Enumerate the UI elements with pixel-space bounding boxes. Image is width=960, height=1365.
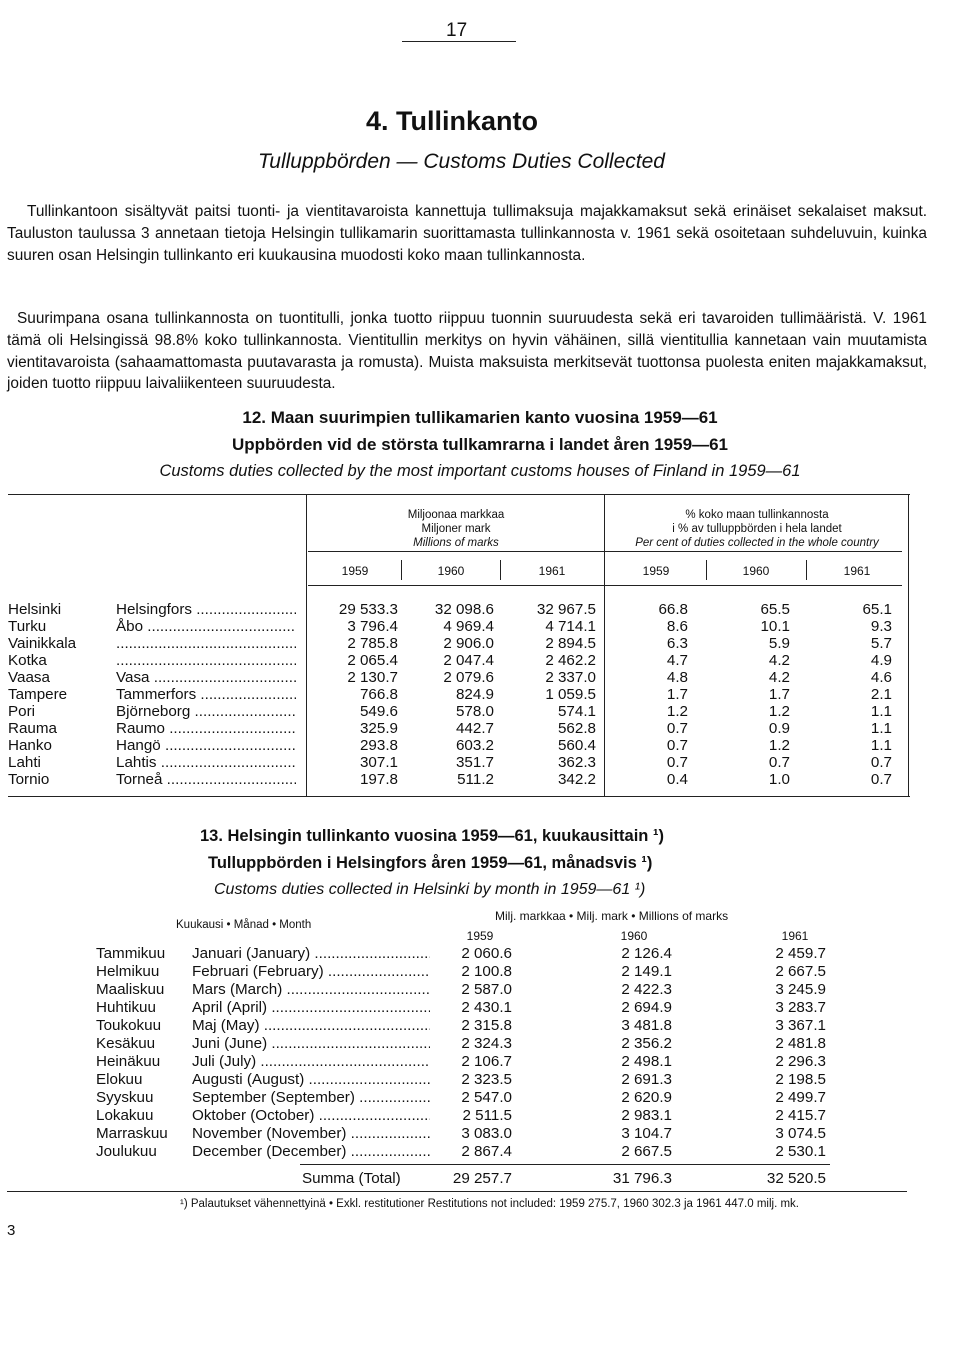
city-fi: Tampere [8, 686, 68, 703]
city-sv: Helsingfors ..... [116, 601, 296, 618]
header-millions-fi: Miljoonaa markkaa [407, 509, 505, 521]
cell-m1960: 4 969.4 [443, 618, 494, 635]
table-row [0, 999, 960, 1017]
month-sv: Juli (July) ..... [192, 1053, 430, 1071]
city-sv: Torneå ..... [116, 771, 296, 788]
month-fi: Helmikuu [96, 963, 160, 980]
table12-header-millions [310, 508, 602, 550]
table-row [0, 737, 960, 754]
cell-p1959: 4.8 [666, 669, 688, 686]
cell-p1959: 8.6 [666, 618, 688, 635]
city-sv: Hangö ..... [116, 737, 296, 754]
month-fi: Maaliskuu [96, 981, 165, 998]
table-row [0, 703, 960, 720]
cell-p1961: 1.1 [870, 737, 892, 754]
city-fi: Rauma [8, 720, 57, 737]
cell-p1961: 2.1 [870, 686, 892, 703]
month-sv: Mars (March) ..... [192, 981, 430, 999]
cell-p1960: 65.5 [760, 601, 790, 618]
cell-1960: 2 422.3 [621, 981, 672, 998]
cell-m1960: 2 079.6 [443, 669, 494, 686]
cell-1959: 2 315.8 [461, 1017, 512, 1034]
year-header: 1960 [620, 929, 648, 943]
cell-1959: 2 324.3 [461, 1035, 512, 1052]
cell-1959: 2 060.6 [461, 945, 512, 962]
month-sv: November (November) ..... [192, 1125, 430, 1143]
month-fi: Heinäkuu [96, 1053, 161, 1070]
cell-1960: 2 149.1 [621, 963, 672, 980]
month-sv: December (December) ..... [192, 1143, 430, 1161]
table13-month-header: Kuukausi • Månad • Month [176, 919, 312, 931]
table-row [0, 771, 960, 788]
month-sv: Juni (June) ..... [192, 1035, 430, 1053]
table-row [0, 1125, 960, 1143]
cell-p1959: 66.8 [658, 601, 688, 618]
month-sv: Oktober (October) ..... [192, 1107, 430, 1125]
cell-m1960: 578.0 [455, 703, 494, 720]
header-pct-sv: i % av tulluppbörden i hela landet [672, 523, 842, 535]
table-row [0, 1143, 960, 1161]
table-row [0, 945, 960, 963]
table12-year-rule [308, 585, 902, 586]
cell-p1960: 0.9 [768, 720, 790, 737]
cell-m1961: 2 894.5 [545, 635, 596, 652]
cell-m1961: 32 967.5 [536, 601, 596, 618]
cell-1959: 2 511.5 [462, 1107, 512, 1124]
cell-m1961: 560.4 [557, 737, 596, 754]
cell-m1960: 2 047.4 [443, 652, 494, 669]
cell-p1959: 0.7 [666, 720, 688, 737]
year-header: 1961 [843, 564, 871, 578]
cell-m1959: 549.6 [359, 703, 398, 720]
month-sv: Augusti (August) ..... [192, 1071, 430, 1089]
month-fi: Kesäkuu [96, 1035, 156, 1052]
cell-p1961: 4.9 [870, 652, 892, 669]
cell-m1960: 351.7 [455, 754, 494, 771]
cell-1959: 3 083.0 [461, 1125, 512, 1142]
table13-unit-header: Milj. markkaa • Milj. mark • Millions of marks [495, 909, 729, 923]
month-fi: Lokakuu [96, 1107, 154, 1124]
cell-m1961: 562.8 [557, 720, 596, 737]
cell-p1960: 0.7 [768, 754, 790, 771]
cell-1960: 2 691.3 [621, 1071, 672, 1088]
cell-p1959: 4.7 [666, 652, 688, 669]
table-row [0, 754, 960, 771]
table12-caption-fi: 12. Maan suurimpien tullikamarien kanto vuosina 1959—61 [242, 408, 718, 427]
table13-caption-sv: Tulluppbörden i Helsingfors åren 1959—61, månadsvis ¹) [208, 854, 653, 872]
month-sv: April (April) ..... [192, 999, 430, 1017]
year-header: 1959 [341, 564, 369, 578]
cell-m1960: 603.2 [455, 737, 494, 754]
cell-1959: 2 547.0 [461, 1089, 512, 1106]
city-sv: Raumo ..... [116, 720, 296, 737]
cell-m1960: 2 906.0 [443, 635, 494, 652]
intro-paragraph-1: Tullinkantoon sisältyvät paitsi tuonti- ja vientitavaroista kannettuja tullimaksuja majakkamaksut sekä erinäiset sekalaiset maksut. Tauluston taulussa 3 annetaan tietoja Helsingin tullikamarin suorittamasta tullinkannosta v. 1961 sekä osoitetaan suhdeluvuin, kuinka suuren osan Helsingin tullinkanto eri kuukausina muodosti koko maan tullinkannosta. [7, 203, 927, 264]
table12-header-percent [608, 508, 906, 550]
cell-1960: 3 481.8 [621, 1017, 672, 1034]
cell-m1959: 3 796.4 [347, 618, 398, 635]
table-row [0, 635, 960, 652]
chapter-subtitle: Tulluppbörden — Customs Duties Collected [258, 150, 665, 173]
cell-m1960: 511.2 [457, 771, 494, 788]
city-sv [116, 652, 296, 669]
cell-1959: 2 323.5 [461, 1071, 512, 1088]
cell-p1959: 1.7 [666, 686, 688, 703]
cell-m1959: 766.8 [359, 686, 398, 703]
cell-1961: 2 459.7 [775, 945, 826, 962]
cell-1961: 3 074.5 [775, 1125, 826, 1142]
month-fi: Huhtikuu [96, 999, 156, 1016]
cell-m1959: 2 785.8 [347, 635, 398, 652]
cell-p1960: 4.2 [768, 652, 790, 669]
cell-1960: 2 694.9 [621, 999, 672, 1016]
header-millions-sv: Miljoner mark [421, 523, 491, 535]
table12-top-rule [8, 494, 910, 495]
cell-1961: 2 296.3 [775, 1053, 826, 1070]
cell-1961: 2 481.8 [775, 1035, 826, 1052]
month-fi: Tammikuu [96, 945, 166, 962]
cell-1960: 2 620.9 [621, 1089, 672, 1106]
cell-p1959: 0.4 [666, 771, 688, 788]
city-fi: Helsinki [8, 601, 62, 618]
cell-p1961: 4.6 [870, 669, 892, 686]
total-1960: 31 796.3 [612, 1170, 672, 1187]
city-fi: Lahti [8, 754, 41, 771]
chapter-title: 4. Tullinkanto [366, 106, 539, 136]
cell-1961: 3 283.7 [775, 999, 826, 1016]
cell-m1961: 2 337.0 [545, 669, 596, 686]
city-fi: Turku [8, 618, 47, 635]
cell-p1960: 10.1 [760, 618, 790, 635]
cell-p1960: 1.0 [768, 771, 790, 788]
cell-1959: 2 867.4 [461, 1143, 512, 1160]
table-row [0, 720, 960, 737]
city-fi: Vainikkala [8, 635, 77, 652]
cell-1959: 2 100.8 [461, 963, 512, 980]
total-1961: 32 520.5 [766, 1170, 826, 1187]
year-header: 1960 [437, 564, 465, 578]
table12-caption-sv: Uppbörden vid de största tullkamrarna i landet åren 1959—61 [232, 435, 728, 454]
cell-p1959: 1.2 [666, 703, 688, 720]
cell-m1959: 293.8 [359, 737, 398, 754]
total-label: Summa (Total) [302, 1170, 401, 1187]
city-sv [116, 635, 296, 652]
city-sv: Vasa ..... [116, 669, 296, 686]
cell-1961: 2 198.5 [775, 1071, 826, 1088]
cell-1960: 2 667.5 [621, 1143, 672, 1160]
table-row [0, 981, 960, 999]
cell-m1961: 4 714.1 [545, 618, 596, 635]
cell-m1959: 2 130.7 [347, 669, 398, 686]
cell-1960: 3 104.7 [621, 1125, 672, 1142]
month-sv: September (September) ..... [192, 1089, 430, 1107]
table-row [0, 1053, 960, 1071]
cell-m1961: 1 059.5 [545, 686, 596, 703]
month-sv: Februari (February) ..... [192, 963, 430, 981]
cell-p1961: 0.7 [870, 771, 892, 788]
table12-caption-en: Customs duties collected by the most important customs houses of Finland in 1959—61 [159, 462, 801, 480]
month-fi: Toukokuu [96, 1017, 162, 1034]
cell-1959: 2 430.1 [461, 999, 512, 1016]
cell-p1961: 0.7 [870, 754, 892, 771]
cell-1961: 2 667.5 [775, 963, 826, 980]
table-row [0, 1089, 960, 1107]
year-header: 1961 [781, 929, 809, 943]
table-row [0, 652, 960, 669]
city-fi: Tornio [8, 771, 50, 788]
cell-1961: 3 245.9 [775, 981, 826, 998]
cell-m1961: 574.1 [557, 703, 596, 720]
cell-p1960: 1.2 [768, 737, 790, 754]
city-sv: Åbo ..... [116, 618, 296, 635]
city-sv: Lahtis ..... [116, 754, 296, 771]
cell-p1960: 4.2 [768, 669, 790, 686]
month-sv: Maj (May) ..... [192, 1017, 430, 1035]
cell-m1959: 29 533.3 [338, 601, 398, 618]
table-row [0, 686, 960, 703]
cell-p1959: 0.7 [666, 737, 688, 754]
cell-m1960: 824.9 [455, 686, 494, 703]
table-row [0, 1035, 960, 1053]
total-1959: 29 257.7 [452, 1170, 512, 1187]
table-row [0, 963, 960, 981]
cell-1961: 2 499.7 [775, 1089, 826, 1106]
cell-m1960: 442.7 [455, 720, 494, 737]
table-row [0, 601, 960, 618]
cell-1959: 2 587.0 [461, 981, 512, 998]
header-pct-fi: % koko maan tullinkannosta [685, 509, 829, 521]
cell-1960: 2 498.1 [621, 1053, 672, 1070]
year-header: 1959 [642, 564, 670, 578]
cell-p1961: 5.7 [870, 635, 892, 652]
table13-total-rule [300, 1164, 830, 1165]
table13-caption-fi: 13. Helsingin tullinkanto vuosina 1959—61, kuukausittain ¹) [200, 827, 664, 845]
table13-caption-en: Customs duties collected in Helsinki by month in 1959—61 ¹) [214, 881, 646, 898]
month-fi: Syyskuu [96, 1089, 154, 1106]
side-number: 3 [7, 1222, 16, 1239]
header-millions-en: Millions of marks [413, 537, 499, 549]
city-fi: Vaasa [8, 669, 50, 686]
cell-m1959: 307.1 [359, 754, 398, 771]
month-fi: Elokuu [96, 1071, 143, 1088]
table12-header-rule [308, 551, 902, 552]
city-fi: Hanko [8, 737, 52, 754]
city-sv: Tammerfors ..... [116, 686, 296, 703]
cell-1960: 2 126.4 [621, 945, 672, 962]
intro-paragraph-2: Suurimpana osana tullinkannosta on tuontitulli, jonka tuotto riippuu tuonnin suuruudesta sekä eri tavaroiden tullimääristä. V. 1961 tämä oli Helsingissä 98.8% koko tullinkannosta. Vientitullin merkitys on hyvin vähäinen, sillä vientitullia kannetaan vain muutamista vientitavaroista (sahaamattomasta puutavarasta ja romusta). Muista maksuista merkitsevät tuottonsa puolesta eniten majakkamaksut, joiden tuotto riippuu laivaliikenteen suuruudesta. [7, 310, 927, 393]
cell-p1961: 65.1 [862, 601, 892, 618]
city-fi: Pori [8, 703, 36, 720]
table-row [0, 1017, 960, 1035]
table-row [0, 669, 960, 686]
city-sv: Björneborg ..... [116, 703, 296, 720]
month-fi: Joulukuu [96, 1143, 157, 1160]
cell-m1959: 325.9 [359, 720, 398, 737]
cell-1960: 2 356.2 [621, 1035, 672, 1052]
footnote-rule [7, 1191, 907, 1192]
cell-1961: 2 415.7 [775, 1107, 826, 1124]
cell-p1960: 5.9 [768, 635, 790, 652]
table12-bottom-rule [8, 796, 910, 797]
table-row [0, 1071, 960, 1089]
cell-m1961: 2 462.2 [545, 652, 596, 669]
cell-p1961: 1.1 [870, 720, 892, 737]
cell-p1961: 1.1 [870, 703, 892, 720]
table13-total-row [0, 1170, 960, 1188]
cell-p1959: 6.3 [666, 635, 688, 652]
header-rule [402, 41, 516, 42]
cell-m1961: 342.2 [557, 771, 596, 788]
cell-1961: 3 367.1 [775, 1017, 826, 1034]
header-pct-en: Per cent of duties collected in the whole country [635, 537, 879, 549]
table-row [0, 1107, 960, 1125]
cell-1960: 2 983.1 [621, 1107, 672, 1124]
footnote: ¹) Palautukset vähennettyinä • Exkl. restitutioner Restitutions not included: 1959 275.7, 1960 302.3 ja 1961 447.0 milj. mk. [180, 1198, 800, 1210]
cell-m1959: 2 065.4 [347, 652, 398, 669]
cell-m1960: 32 098.6 [434, 601, 494, 618]
cell-p1959: 0.7 [666, 754, 688, 771]
cell-m1961: 362.3 [557, 754, 596, 771]
month-sv: Januari (January) ..... [192, 945, 430, 963]
year-header: 1959 [466, 929, 494, 943]
year-header: 1961 [538, 564, 566, 578]
year-header: 1960 [742, 564, 770, 578]
month-fi: Marraskuu [96, 1125, 168, 1142]
cell-p1961: 9.3 [870, 618, 892, 635]
cell-1961: 2 530.1 [775, 1143, 826, 1160]
city-fi: Kotka [8, 652, 47, 669]
cell-p1960: 1.2 [768, 703, 790, 720]
table-row [0, 618, 960, 635]
cell-m1959: 197.8 [359, 771, 398, 788]
cell-p1960: 1.7 [768, 686, 790, 703]
page-number: 17 [446, 20, 468, 41]
cell-1959: 2 106.7 [461, 1053, 512, 1070]
